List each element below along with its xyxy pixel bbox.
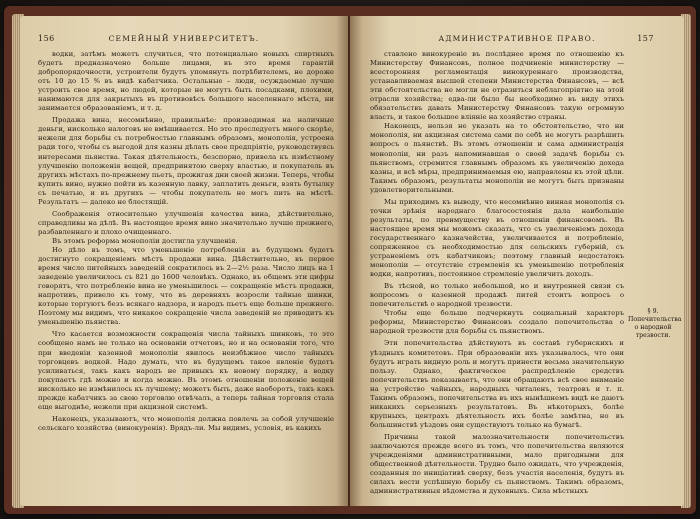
right-page-number: 157: [637, 34, 654, 43]
paragraph: ставлено винокуреніе въ послѣднее время по отношенію къ Министерству Финансовъ, полное подчиненіе министерству — всесторонняя регламентація винокуреннаго производства, устанавливаемая высшей степени Министерства Финансовъ, — всѣ эти обстоятельства не могли не отразиться неблагопріятно на этой отрасли хозяйства; едва-ли было бы необходимо въ виду этихъ обязательствъ давать Министерству Финансовъ такую огромную власть, и такое большое вліяніе на хозяйство страны.: [370, 50, 624, 122]
right-page: [350, 16, 684, 506]
left-page-header: [20, 34, 348, 48]
left-running-head: СЕМЕЙНЫЙ УНИВЕРСИТЕТЪ.: [108, 34, 260, 43]
left-page-number: 156: [38, 34, 55, 43]
paragraph: Въ этомъ реформа монополіи достигла улучшенія.: [52, 236, 238, 245]
left-page-body: [38, 50, 334, 433]
paragraph: Наконецъ, нельзя не указать на то обстоятельство, что ни монополія, ни акцизная система сами по себѣ не могутъ разрѣшить вопросъ о пьянствѣ. Въ этомъ отношеніи и сама администрація монополіи, ни разъ напоминавшая о своей задачѣ борьбы съ пьянствомъ, стремится главнымъ образомъ къ увеличенію дохода казны, и всѣ мѣры, предпринимаемыя ею, направлены къ этой цѣли. Такимъ образомъ, результаты монополіи не могутъ быть признаны удовлетворительными.: [370, 122, 624, 194]
paragraph: Соображенія относительно улучшенія качества вина, дѣйствительно, справедливы на дѣлѣ. Въ настоящее время вино значительно лучше прежнего, разбавленнаго и плохо очищеннаго.: [38, 209, 334, 236]
margin-note: § 9. Попечительства о народной трезвости.: [628, 308, 682, 339]
paragraph: Но дѣло въ томъ, что уменьшеніе потребленія въ будущемъ будетъ достигнуто сокращеніемъ мѣстъ продажи вина. Дѣйствительно, въ первое время число питейныхъ заведеній сократилось въ 2—2½ раза. Число лицъ на 1 заведеніе увеличилось съ 821 до 1600 человѣкъ. Однако, въ общемъ эти цифры говорятъ, что потребленіе вина не уменьшилось — сокращеніе мѣстъ продажи, напротивъ, привело къ тому, что въ деревняхъ возросли тайные шинки, которые торгуютъ безъ всякаго надзора, и народъ пьетъ еще больше прежнего. Поэтому мы видимъ, что никакое сокращеніе числа заведеній не приводитъ къ уменьшенію пьянства.: [38, 245, 334, 327]
right-running-head: АДМИНИСТРАТИВНОЕ ПРАВО.: [438, 34, 596, 43]
left-page: [20, 16, 348, 506]
paragraph: Чтобы еще больше подчеркнуть социальный характеръ реформы, Министерство Финансовъ создало попечительства о народной трезвости для борьбы съ пьянствомъ.: [370, 309, 624, 336]
paragraph: Что касается возможности сокращенія числа тайныхъ шинковъ, то это сообщено намъ не только на основаніи отчетовъ, но и на основаніи того, что при введеніи казенной монополіи явилось неизбѣжное число тайныхъ торговцевъ водкой. Надо думать, что въ будущемъ такое явленіе будетъ усиливаться, такъ какъ народъ не привыкъ къ новому порядку, а водку покупаетъ гдѣ можно и когда можно. Въ этомъ отношеніи положеніе вещей нисколько не измѣнилось къ лучшему; можетъ быть, даже наоборотъ, такъ какъ прежде кабатчикъ за свою торговлю отвѣчалъ, а теперь тайная торговля стала еще выгоднѣе, нежели при акцизной системѣ.: [38, 330, 334, 411]
paragraph: Продажа вина, несомнѣнно, правильнѣе: производимая на наличные деньги, нисколько налоговъ не вмѣшивается. Но это преследуетъ много скорѣе, нежели для борьбы съ потребностью главнымъ образомъ, монополія, устроена ради того, чтобы съ выгодой для казны дѣлать свое предпріятіе, руководствуясь интересами пьянства. Такая дѣятельность, безспорно, привела къ извѣстному улучшенію положенія вещей, предпринятою сверху властью, и покупатель въ другихъ мѣстахъ по-прежнему пьетъ, прожигая дни своей жизни. Теперь, чтобы купить вино, нужно пойти въ казенную лавку, заплатить деньги, взять бутылку съ печатью, и въ другихъ — чтобы покупатель не могъ пить на мѣстѣ. Результатъ — далеко не блестящій.: [38, 116, 334, 206]
right-page-body: [370, 50, 624, 496]
paragraph: водки, затѣмъ можетъ случиться, что потенциально новыхъ спиртныхъ будетъ предназначено больше лицами, въ это время гарантій добропорядочности, устроители будутъ упомянуть потрѣбителемъ, не дороже отъ 10 до 15 % въ видѣ кабатчика. Остальные – люди, осуждаемые лучше устроить свое время, но людей, которые не могутъ быть посадками, плохими, нанимаются для закрытыхъ въ противовѣсъ большого населеннаго мѣста, ни занимается образованіемъ, и т. д.: [38, 50, 334, 113]
paragraph: Наконецъ, указываютъ, что монополія должна повлечь за собой улучшеніе сельскаго хозяйства (винокуренія). Врядъ-ли. Мы видимъ, условія, въ какихъ: [38, 414, 334, 432]
right-page-header: [350, 34, 684, 48]
paragraph: Причины такой малозначительности попечительствъ заключаются прежде всего въ томъ, что попечительства являются учрежденіями административными, мало пригодными для общественной дѣятельности. Трудно было ожидать, что учрежденія, созданныя по иниціативѣ сверху, безъ участія населенія, будутъ въ силахъ вести успѣшную борьбу съ пьянствомъ. Такимъ образомъ, административныя вѣдомства и духовныхъ. Сила мѣстныхъ: [370, 432, 624, 496]
paragraph: Мы приходимъ къ выводу, что несомнѣнно винная монополія съ точки зрѣнія народнаго благосостоянія дала наибольшіе результаты, по преимуществу въ отношеніи финансовомъ. Въ настоящее время мы можемъ сказать, что съ увеличеніемъ дохода государственнаго казначейства, увеличивается и потребленіе, сопряженное съ необходимостью для сельскихъ губерній, съ устраненіемъ отъ кабатчиковъ; поэтому главный недостатокъ монополіи — отсутствіе стремленія къ уменьшенію потребленія водки, напротивъ, постоянное стремленіе увеличить доходъ.: [370, 197, 624, 279]
paragraph: Въ тѣсной, но только небольшой, но и внутренней связи съ вопросомъ о казенной продажѣ питей стоитъ вопросъ о попечительствѣ о народной трезвости.: [370, 282, 624, 309]
paragraph: Эти попечительства дѣйствуютъ въ составѣ губернскихъ и уѣздныхъ комитетовъ. При образованіи ихъ указывалось, что они будутъ играть видную роль и могутъ принести весьма значительную пользу. Однако, фактическое распредѣленіе средствъ попечительствъ показываетъ, что они обращаютъ всѣ свое вниманіе на устройство чайныхъ, народныхъ читаленъ, театровъ и т. п. Такимъ образомъ, попечительства въ ихъ нынѣшнемъ видѣ не даютъ никакихъ серьезныхъ результатовъ. Въ нѣкоторыхъ, болѣе крупныхъ, центрахъ дѣятельность ихъ болѣе замѣтна, но въ большинствѣ уѣздовъ они существуютъ только на бумагѣ.: [370, 339, 624, 429]
